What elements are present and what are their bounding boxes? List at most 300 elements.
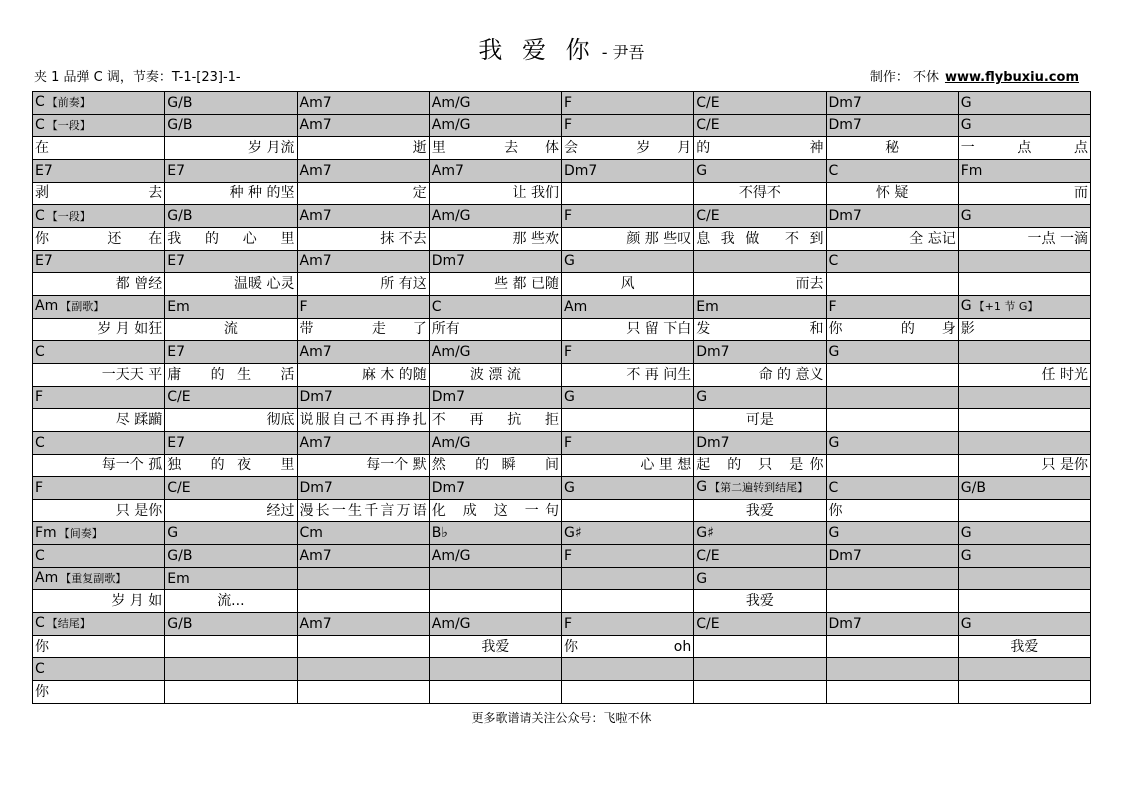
chord-name: G	[564, 253, 575, 270]
lyric-cell	[694, 635, 826, 658]
chord-name: G	[828, 525, 840, 542]
lyric-cell	[826, 363, 958, 386]
chord-cell	[165, 205, 297, 228]
lyric-cell: 秘	[826, 137, 958, 160]
chord-name: B♭	[431, 525, 448, 542]
chord-cell	[297, 92, 429, 115]
site-link[interactable]: www.flybuxiu.com	[944, 70, 1079, 85]
lyric-cell: 波 漂 流	[429, 363, 561, 386]
lyric-cell: 我爱	[958, 635, 1090, 658]
chord-name: Am7	[299, 94, 332, 111]
chord-cell	[826, 92, 958, 115]
lyric-row	[33, 182, 1091, 205]
chord-cell	[429, 613, 561, 636]
chord-cell	[694, 295, 826, 318]
chord-name: G	[960, 94, 972, 111]
chord-row	[33, 205, 1091, 228]
lyric-cell: 心 里 想	[562, 454, 694, 477]
lyric-cell: 逝	[297, 137, 429, 160]
lyric-cell	[165, 635, 297, 658]
lyric-cell: 在	[33, 137, 165, 160]
chord-cell	[826, 522, 958, 545]
lyric-cell: 然 的瞬 间	[429, 454, 561, 477]
chord-name: G	[696, 389, 708, 406]
chord-row	[33, 114, 1091, 137]
chord-row	[33, 613, 1091, 636]
chord-name: Am/G	[431, 434, 471, 451]
lyric-cell: 不 再 抗 拒	[429, 409, 561, 432]
chord-cell	[562, 250, 694, 273]
chord-name: Dm7	[828, 547, 862, 564]
section-label: 【结尾】	[46, 617, 91, 631]
lyric-cell: 你 oh	[562, 635, 694, 658]
lyric-cell	[429, 590, 561, 613]
lyric-cell: 怀 疑	[826, 182, 958, 205]
chord-name: Am7	[299, 208, 332, 225]
chord-name: F	[299, 298, 308, 315]
chord-cell	[562, 567, 694, 590]
chord-cell	[826, 250, 958, 273]
chord-name: G	[960, 547, 972, 564]
chord-name: F	[564, 434, 573, 451]
lyric-cell: 我 的 心 里	[165, 227, 297, 250]
chord-cell	[297, 205, 429, 228]
chord-cell	[297, 613, 429, 636]
chord-name: F	[828, 298, 837, 315]
chord-row	[33, 250, 1091, 273]
chord-name: C	[35, 547, 45, 564]
lyric-cell: 而去	[694, 273, 826, 296]
chord-cell	[694, 205, 826, 228]
chord-cell	[429, 567, 561, 590]
chord-cell	[562, 431, 694, 454]
chord-name: C	[35, 615, 45, 632]
chord-cell	[33, 92, 165, 115]
chord-name: C/E	[696, 615, 720, 632]
chord-name: Dm7	[828, 117, 862, 134]
lyric-cell: 尽 蹂躏	[33, 409, 165, 432]
chord-cell	[33, 567, 165, 590]
chord-name: G/B	[167, 94, 193, 111]
chord-cell	[165, 114, 297, 137]
chord-cell	[694, 545, 826, 568]
chord-name: F	[564, 208, 573, 225]
lyric-cell: 些 都 已随	[429, 273, 561, 296]
chord-cell	[33, 159, 165, 182]
chord-cell	[297, 386, 429, 409]
lyric-cell	[958, 409, 1090, 432]
chord-cell	[165, 295, 297, 318]
lyric-cell: 我爱	[429, 635, 561, 658]
chord-name: Am/G	[431, 344, 471, 361]
chord-cell	[562, 658, 694, 681]
chord-name: C/E	[167, 479, 191, 496]
chord-name: Am7	[299, 547, 332, 564]
lyric-cell: 而	[958, 182, 1090, 205]
chord-name: G	[828, 344, 840, 361]
lyric-cell: 命 的 意义	[694, 363, 826, 386]
lyric-cell	[958, 499, 1090, 522]
lyric-cell: 我爱	[694, 590, 826, 613]
chord-cell	[165, 431, 297, 454]
chord-name: G/B	[167, 547, 193, 564]
chord-name: Am	[35, 298, 59, 315]
lyric-cell: 可是	[694, 409, 826, 432]
chord-cell	[694, 431, 826, 454]
chord-name: E7	[35, 253, 53, 270]
chord-name: C	[35, 434, 45, 451]
chord-sheet	[32, 91, 1091, 704]
chord-name: Em	[167, 570, 190, 587]
lyric-cell	[562, 499, 694, 522]
chord-cell	[297, 522, 429, 545]
chord-cell	[165, 545, 297, 568]
chord-cell	[562, 114, 694, 137]
lyric-cell: 我爱	[694, 499, 826, 522]
lyric-cell: 流...	[165, 590, 297, 613]
chord-row	[33, 477, 1091, 500]
chord-cell	[165, 250, 297, 273]
lyric-cell: 你 还在	[33, 227, 165, 250]
lyric-cell: 化 成 这 一句	[429, 499, 561, 522]
lyric-cell	[429, 681, 561, 704]
chord-cell	[958, 250, 1090, 273]
chord-cell	[826, 295, 958, 318]
chord-cell	[429, 159, 561, 182]
chord-cell	[297, 567, 429, 590]
lyric-cell: 所 有这	[297, 273, 429, 296]
lyric-row	[33, 318, 1091, 341]
lyric-cell: 风	[562, 273, 694, 296]
chord-name: Am/G	[431, 117, 471, 134]
chord-cell	[297, 545, 429, 568]
chord-name: G♯	[564, 525, 582, 542]
lyric-cell: 每一个 默	[297, 454, 429, 477]
chord-name: Am7	[299, 117, 332, 134]
chord-row	[33, 545, 1091, 568]
lyric-cell: 漫长一生千言万语	[297, 499, 429, 522]
lyric-cell: 全 忘记	[826, 227, 958, 250]
lyric-cell: 会 岁月	[562, 137, 694, 160]
lyric-row	[33, 409, 1091, 432]
lyric-cell	[958, 681, 1090, 704]
chord-name: Fm	[35, 524, 57, 541]
lyric-row	[33, 137, 1091, 160]
chord-row	[33, 567, 1091, 590]
chord-name: F	[564, 117, 573, 134]
section-label: 【一段】	[46, 209, 91, 223]
lyric-row	[33, 635, 1091, 658]
lyric-cell: 任 时光	[958, 363, 1090, 386]
chord-name: G	[696, 479, 708, 496]
chord-cell	[429, 522, 561, 545]
section-label: 【一段】	[46, 118, 91, 132]
chord-cell	[694, 613, 826, 636]
chord-name: Dm7	[299, 389, 333, 406]
chord-cell	[694, 386, 826, 409]
chord-cell	[958, 295, 1090, 318]
chord-cell	[297, 477, 429, 500]
chord-cell	[826, 613, 958, 636]
chord-name: C/E	[696, 547, 720, 564]
chord-cell	[694, 341, 826, 364]
chord-name: Dm7	[696, 344, 730, 361]
chord-cell	[562, 341, 694, 364]
chord-cell	[826, 658, 958, 681]
chord-cell	[297, 250, 429, 273]
section-label: 【第二遍转到结尾】	[709, 481, 809, 495]
lyric-cell: 你 的身	[826, 318, 958, 341]
lyric-cell: 庸 的生 活	[165, 363, 297, 386]
chord-name: C/E	[696, 208, 720, 225]
lyric-cell: 影	[958, 318, 1090, 341]
lyric-cell: 剥 去	[33, 182, 165, 205]
chord-cell	[297, 114, 429, 137]
lyric-cell: 里 去体	[429, 137, 561, 160]
chord-cell	[826, 341, 958, 364]
chord-name: F	[564, 94, 573, 111]
lyric-cell	[297, 635, 429, 658]
chord-cell	[958, 205, 1090, 228]
chord-cell	[429, 250, 561, 273]
chord-name: C	[35, 94, 45, 111]
chord-cell	[562, 386, 694, 409]
chord-cell	[165, 341, 297, 364]
chord-cell	[165, 477, 297, 500]
section-label: 【副歌】	[60, 300, 105, 314]
chord-cell	[958, 341, 1090, 364]
chord-cell	[33, 658, 165, 681]
chord-row	[33, 92, 1091, 115]
lyric-cell: 彻底	[165, 409, 297, 432]
lyric-row	[33, 454, 1091, 477]
chord-name: Am7	[299, 615, 332, 632]
chord-name: C	[828, 253, 839, 270]
chord-name: C/E	[167, 389, 191, 406]
lyric-cell: 你	[33, 635, 165, 658]
chord-cell	[429, 92, 561, 115]
lyric-cell: 种 种 的坚	[165, 182, 297, 205]
lyric-cell: 只 留 下白	[562, 318, 694, 341]
chord-name: C/E	[696, 117, 720, 134]
lyric-cell: 经过	[165, 499, 297, 522]
lyric-cell: 岁 月流	[165, 137, 297, 160]
chord-cell	[694, 477, 826, 500]
chord-name: C/E	[696, 94, 720, 111]
lyric-cell: 流	[165, 318, 297, 341]
song-title	[0, 30, 1123, 65]
chord-cell	[826, 114, 958, 137]
chord-cell	[33, 545, 165, 568]
chord-row	[33, 295, 1091, 318]
chord-cell	[429, 386, 561, 409]
chord-name: G	[564, 389, 575, 406]
chord-cell	[429, 658, 561, 681]
song-name: 我 爱 你	[478, 36, 596, 64]
chord-row	[33, 341, 1091, 364]
chord-row	[33, 431, 1091, 454]
chord-name: G/B	[167, 117, 193, 134]
chord-name: F	[564, 344, 573, 361]
lyric-cell: 的 神	[694, 137, 826, 160]
lyric-cell	[562, 182, 694, 205]
chord-cell	[297, 341, 429, 364]
artist-name: - 尹吾	[601, 43, 645, 62]
chord-cell	[429, 205, 561, 228]
chord-cell	[33, 522, 165, 545]
chord-cell	[429, 545, 561, 568]
lyric-cell	[297, 681, 429, 704]
chord-cell	[297, 431, 429, 454]
chord-name: C	[35, 116, 45, 133]
chord-cell	[826, 431, 958, 454]
chord-name: F	[564, 547, 573, 564]
chord-name: Am7	[299, 162, 332, 179]
chord-cell	[33, 114, 165, 137]
chord-cell	[165, 386, 297, 409]
lyric-cell: 定	[297, 182, 429, 205]
lyric-cell: 不 再 问生	[562, 363, 694, 386]
chord-cell	[826, 567, 958, 590]
chord-cell	[33, 295, 165, 318]
lyric-cell	[826, 409, 958, 432]
chord-cell	[165, 658, 297, 681]
chord-name: G♯	[696, 525, 714, 542]
chord-cell	[165, 92, 297, 115]
chord-name: Dm7	[299, 479, 333, 496]
chord-cell	[165, 522, 297, 545]
chord-cell	[562, 545, 694, 568]
chord-name: Am	[564, 298, 588, 315]
lyric-row	[33, 227, 1091, 250]
lyric-cell	[826, 635, 958, 658]
chord-name: G/B	[167, 615, 193, 632]
chord-name: Dm7	[828, 94, 862, 111]
chord-cell	[958, 386, 1090, 409]
lyric-row	[33, 681, 1091, 704]
chord-cell	[429, 114, 561, 137]
lyric-cell: 只 是你	[958, 454, 1090, 477]
chord-cell	[694, 658, 826, 681]
chord-name: Dm7	[696, 434, 730, 451]
chord-name: E7	[167, 253, 186, 270]
capo-info: 夹 1 品弹 C 调，节奏：T-1-[23]-1-	[34, 70, 241, 85]
chord-name: G	[167, 525, 179, 542]
lyric-cell: 一点 一滴	[958, 227, 1090, 250]
lyric-cell: 发 和	[694, 318, 826, 341]
chord-cell	[297, 295, 429, 318]
chord-cell	[958, 431, 1090, 454]
chord-cell	[562, 613, 694, 636]
chord-name: E7	[167, 162, 186, 179]
chord-cell	[694, 92, 826, 115]
lyric-cell	[562, 409, 694, 432]
chord-name: G	[960, 117, 972, 134]
chord-cell	[429, 295, 561, 318]
chord-cell	[429, 477, 561, 500]
lyric-cell: 独 的夜 里	[165, 454, 297, 477]
chord-name: F	[35, 389, 44, 406]
lyric-cell: 不得不	[694, 182, 826, 205]
lyric-cell	[165, 681, 297, 704]
chord-row	[33, 522, 1091, 545]
chord-name: Dm7	[828, 208, 862, 225]
chord-cell	[694, 159, 826, 182]
chord-name: G	[696, 570, 708, 587]
lyric-cell: 岁 月 如狂	[33, 318, 165, 341]
chord-cell	[297, 159, 429, 182]
chord-cell	[165, 159, 297, 182]
lyric-cell	[562, 681, 694, 704]
chord-cell	[958, 567, 1090, 590]
chord-cell	[33, 477, 165, 500]
chord-cell	[694, 522, 826, 545]
chord-cell	[694, 567, 826, 590]
chord-name: Am	[35, 570, 59, 587]
chord-name: G	[960, 208, 972, 225]
chord-name: Dm7	[564, 162, 598, 179]
chord-cell	[826, 545, 958, 568]
chord-cell	[33, 341, 165, 364]
chord-cell	[33, 613, 165, 636]
chord-name: Am7	[299, 344, 332, 361]
chord-cell	[33, 205, 165, 228]
lyric-cell: 麻 木 的随	[297, 363, 429, 386]
chord-name: C	[828, 162, 839, 179]
chord-cell	[694, 250, 826, 273]
chord-cell	[562, 159, 694, 182]
chord-name: F	[35, 479, 44, 496]
chord-cell	[562, 205, 694, 228]
chord-name: E7	[167, 344, 186, 361]
section-label: 【重复副歌】	[60, 572, 127, 586]
lyric-cell: 一 点 点	[958, 137, 1090, 160]
chord-name: Em	[167, 298, 190, 315]
chord-name: G/B	[960, 479, 986, 496]
chord-cell	[562, 92, 694, 115]
lyric-cell: 温暖 心灵	[165, 273, 297, 296]
chord-cell	[958, 92, 1090, 115]
lyric-cell	[958, 590, 1090, 613]
chord-cell	[694, 114, 826, 137]
lyric-cell: 让 我们	[429, 182, 561, 205]
footer-note: 更多歌谱请关注公众号：飞啦不休	[471, 711, 652, 725]
lyric-row	[33, 273, 1091, 296]
chord-cell	[33, 431, 165, 454]
chord-name: E7	[167, 434, 186, 451]
chord-name: Am/G	[431, 547, 471, 564]
lyric-cell: 起 的 只 是你	[694, 454, 826, 477]
lyric-cell	[958, 273, 1090, 296]
maker-info	[870, 66, 1079, 85]
section-label: 【前奏】	[46, 96, 91, 110]
lyric-cell: 你	[33, 681, 165, 704]
chord-name: Cm	[299, 525, 323, 542]
chord-name: G	[960, 615, 972, 632]
lyric-cell: 息我做 不到	[694, 227, 826, 250]
maker-label: 制作： 不休	[869, 70, 939, 85]
chord-cell	[826, 205, 958, 228]
lyric-row	[33, 590, 1091, 613]
lyric-cell: 每一个 孤	[33, 454, 165, 477]
chord-name: Am7	[299, 253, 332, 270]
lyric-cell	[826, 590, 958, 613]
chord-cell	[958, 159, 1090, 182]
chord-name: G	[828, 434, 840, 451]
chord-name: G	[960, 298, 972, 315]
lyric-row	[33, 499, 1091, 522]
chord-name: G/B	[167, 208, 193, 225]
